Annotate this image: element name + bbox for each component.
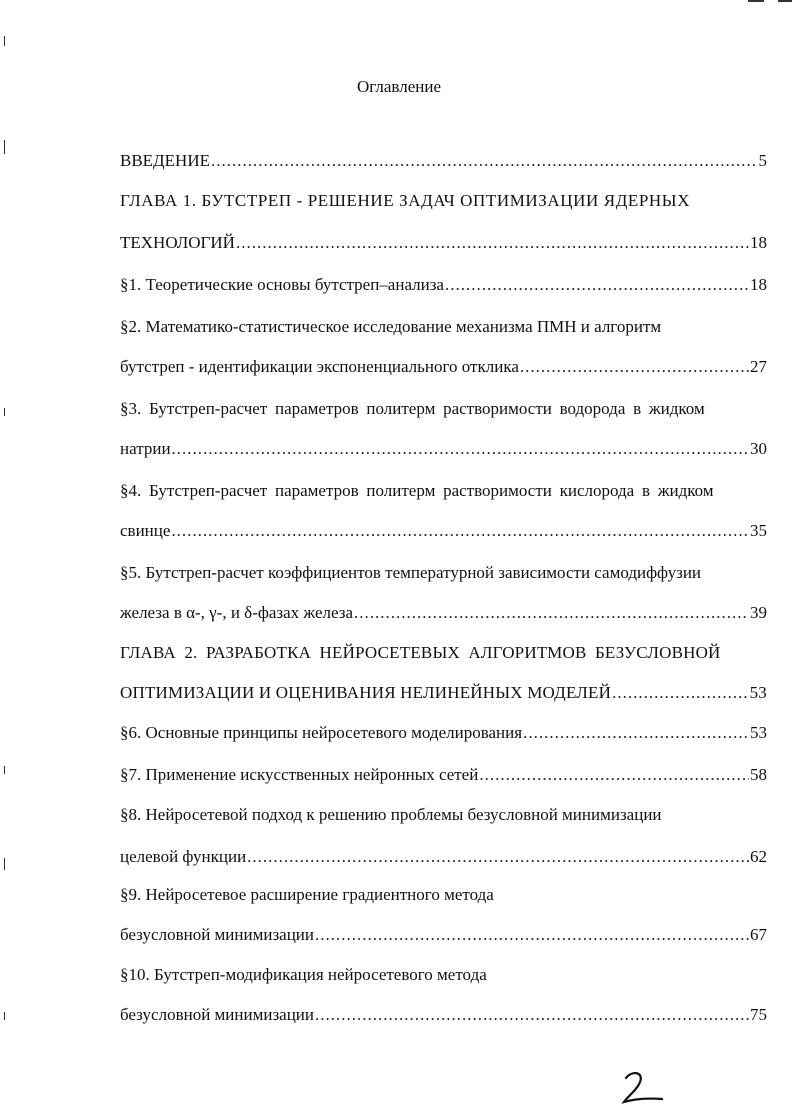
toc-entry-text: ТЕХНОЛОГИЙ [120, 233, 235, 252]
toc-entry-text: железа в α-, γ-, и δ-фазах железа [120, 603, 353, 622]
dot-leader [315, 1004, 749, 1026]
dot-leader [445, 274, 749, 296]
toc-section-8-line-2 [120, 846, 767, 868]
toc-chapter-1-line-2 [120, 232, 767, 254]
toc-entry-text: безусловной минимизации [120, 925, 314, 944]
toc-entry-text: безусловной минимизации [120, 1005, 314, 1024]
toc-entry-page: 5 [758, 151, 767, 170]
scan-mark [4, 766, 5, 774]
toc-section-7 [120, 764, 767, 786]
dot-leader [354, 602, 749, 624]
dot-leader [523, 722, 749, 744]
dot-leader [211, 150, 758, 172]
dot-leader [172, 438, 749, 460]
toc-chapter-2-line-1 [120, 642, 767, 664]
dot-leader [520, 356, 749, 378]
toc-section-5-line-2 [120, 602, 767, 624]
scan-mark [4, 1012, 5, 1020]
toc-section-4-line-1 [120, 480, 767, 502]
toc-entry-text: свинце [120, 521, 171, 540]
scan-mark [4, 36, 5, 46]
toc-entry-text: §7. Применение искусственных нейронных сетей [120, 765, 479, 784]
toc-entry-page: 53 [749, 683, 767, 702]
toc-section-6 [120, 722, 767, 744]
toc-section-8-line-1: §8. Нейросетевой подход к решению проблемы безусловной минимизации [120, 805, 662, 824]
handwritten-page-number [618, 1068, 670, 1113]
handwritten-digit-icon [618, 1068, 670, 1108]
toc-entry-page: 27 [750, 357, 767, 376]
toc-entry-page: 53 [750, 723, 767, 742]
toc-section-9-line-1: §9. Нейросетевое расширение градиентного метода [120, 885, 494, 904]
toc-entry-page: 75 [750, 1005, 767, 1024]
toc-section-3-line-1 [120, 398, 767, 420]
toc-entry-text: ВВЕДЕНИЕ [120, 151, 210, 170]
toc-entry-text: §1. Теоретические основы бутстреп–анализа [120, 275, 444, 294]
dot-leader [315, 924, 749, 946]
toc-entry-text: целевой функции [120, 847, 247, 866]
toc-entry-text: бутстреп - идентификации экспоненциального отклика [120, 357, 519, 376]
toc-entry-page: 30 [750, 439, 767, 458]
toc-entry-text: §4. Бутстреп-расчет параметров политерм растворимости кислорода в жидком [120, 481, 714, 500]
toc-section-9-line-2 [120, 924, 767, 946]
toc-section-4-line-2 [120, 520, 767, 542]
toc-entry-page: 67 [750, 925, 767, 944]
toc-section-2-line-1: §2. Математико-статистическое исследование механизма ПМН и алгоритм [120, 317, 662, 336]
toc-entry-page: 62 [750, 847, 767, 866]
toc-entry-text: ОПТИМИЗАЦИИ И ОЦЕНИВАНИЯ НЕЛИНЕЙНЫХ МОДЕЛЕЙ [120, 683, 612, 702]
dot-leader [171, 520, 749, 542]
dot-leader [479, 764, 749, 786]
toc-chapter-2-line-2 [120, 682, 767, 704]
toc-entry-text: натрии [120, 439, 171, 458]
toc-entry-text: ГЛАВА 2. РАЗРАБОТКА НЕЙРОСЕТЕВЫХ АЛГОРИТМОВ БЕЗУСЛОВНОЙ [120, 643, 721, 662]
toc-entry-page: 18 [750, 275, 767, 294]
scan-mark [4, 858, 5, 870]
toc-section-2-line-2 [120, 356, 767, 378]
toc-entry-text: §6. Основные принципы нейросетевого моделирования [120, 723, 523, 742]
toc-section-1 [120, 274, 767, 296]
toc-entry-page: 58 [750, 765, 767, 784]
toc-section-10-line-1: §10. Бутстреп-модификация нейросетевого метода [120, 965, 487, 984]
scan-mark [4, 140, 5, 154]
scan-mark [778, 0, 792, 2]
dot-leader [247, 846, 749, 868]
dot-leader [236, 232, 749, 254]
toc-entry-text: §3. Бутстреп-расчет параметров политерм растворимости водорода в жидком [120, 399, 705, 418]
toc-entry-page: 35 [750, 521, 767, 540]
toc-title: Оглавление [357, 77, 441, 96]
scan-mark [748, 0, 764, 2]
toc-entry-introduction [120, 150, 767, 172]
toc-section-3-line-2 [120, 438, 767, 460]
toc-section-5-line-1: §5. Бутстреп-расчет коэффициентов температурной зависимости самодиффузии [120, 563, 702, 582]
dot-leader [612, 682, 749, 704]
toc-chapter-1-line-1: ГЛАВА 1. БУТСТРЕП - РЕШЕНИЕ ЗАДАЧ ОПТИМИЗАЦИИ ЯДЕРНЫХ [120, 191, 691, 210]
scan-mark [4, 408, 5, 416]
toc-entry-page: 39 [750, 603, 767, 622]
toc-entry-page: 18 [750, 233, 767, 252]
toc-section-10-line-2 [120, 1004, 767, 1026]
